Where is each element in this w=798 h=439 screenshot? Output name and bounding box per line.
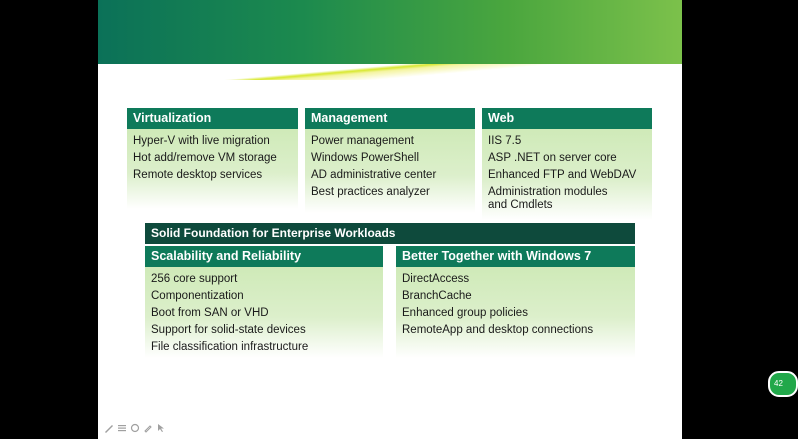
list-item: Hyper-V with live migration: [133, 135, 270, 147]
list-item: Componentization: [151, 290, 244, 302]
panel-web: [482, 108, 652, 220]
panel-scalability: [145, 246, 383, 358]
panel-body: [145, 267, 383, 358]
list-item: Windows PowerShell: [311, 152, 420, 164]
panel-body: [127, 129, 298, 209]
panel-better-together: [396, 246, 635, 358]
panel-management: [305, 108, 475, 213]
list-item: and Cmdlets: [488, 198, 553, 211]
list-item: File classification infrastructure: [151, 341, 309, 353]
pointer-icon[interactable]: [156, 423, 166, 433]
list-item: Boot from SAN or VHD: [151, 307, 269, 319]
list-item: RemoteApp and desktop connections: [402, 324, 594, 336]
highlighter-icon[interactable]: [143, 423, 153, 433]
list-item: AD administrative center: [311, 169, 437, 181]
pen-icon[interactable]: [104, 423, 114, 433]
list-item: Best practices analyzer: [311, 186, 430, 198]
slide-header-stripe: [98, 64, 682, 80]
foundation-bar: Solid Foundation for Enterprise Workloads: [145, 223, 635, 244]
list-item: Administration modules: [488, 186, 608, 198]
panel-title: Virtualization: [127, 108, 298, 129]
panel-virtualization: [127, 108, 298, 209]
list-item: Remote desktop services: [133, 169, 263, 181]
list-item: 256 core support: [151, 273, 238, 285]
slide-header-band: [98, 0, 682, 64]
panel-body: [482, 129, 652, 220]
slideshow-toolbar: [104, 423, 166, 433]
list-icon[interactable]: [117, 423, 127, 433]
list-item: ASP .NET on server core: [488, 152, 617, 164]
eraser-icon[interactable]: [130, 423, 140, 433]
panel-title: Web: [482, 108, 652, 129]
list-item: Enhanced FTP and WebDAV: [488, 169, 637, 181]
list-item: Enhanced group policies: [402, 307, 528, 319]
list-item: Support for solid-state devices: [151, 324, 306, 336]
panel-title: Management: [305, 108, 475, 129]
list-item: Power management: [311, 135, 414, 147]
panel-body: [396, 267, 635, 358]
list-item: DirectAccess: [402, 273, 470, 285]
panel-body: [305, 129, 475, 213]
presentation-slide: [98, 0, 682, 439]
floating-action-button[interactable]: 42: [768, 371, 798, 397]
panel-title: Better Together with Windows 7: [396, 246, 635, 267]
list-item: IIS 7.5: [488, 135, 522, 147]
list-item: Hot add/remove VM storage: [133, 152, 277, 164]
panel-title: Scalability and Reliability: [145, 246, 383, 267]
list-item: BranchCache: [402, 290, 472, 302]
